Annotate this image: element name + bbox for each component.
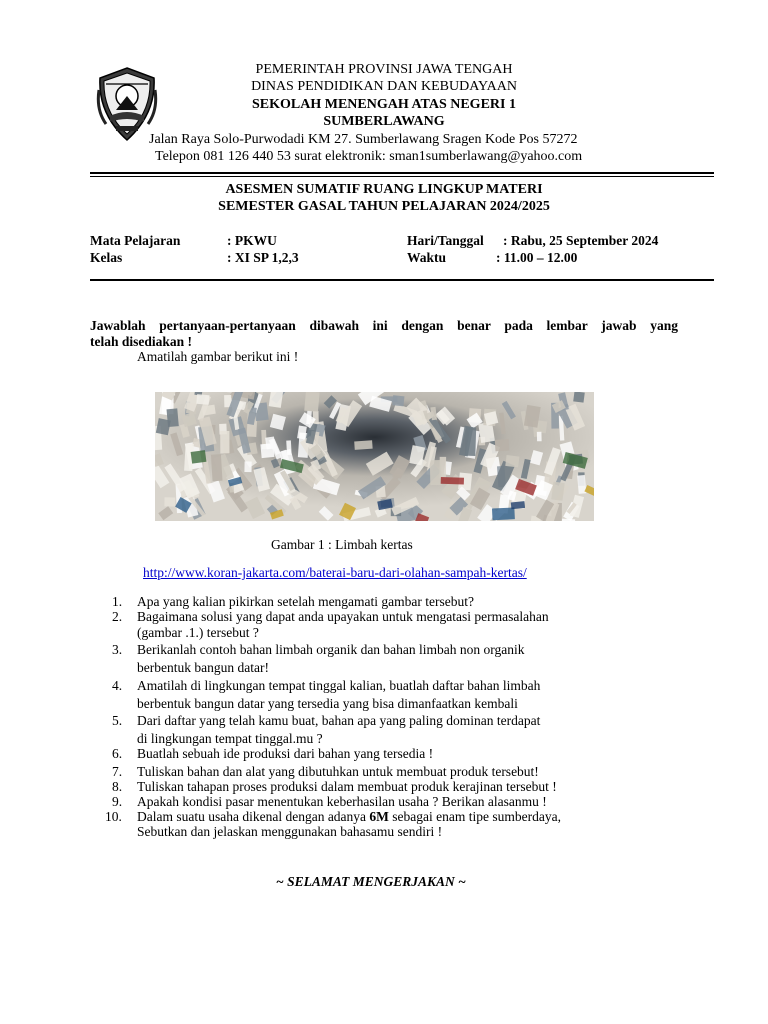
header-line-2: DINAS PENDIDIKAN DAN KEBUDAYAAN [251, 79, 517, 94]
question-number: 5. [112, 713, 123, 728]
question-number: 2. [112, 609, 123, 624]
question-number: 1. [112, 594, 123, 609]
question-text: Tuliskan tahapan proses produksi dalam membuat produk kerajinan tersebut ! [137, 779, 557, 794]
class-value: : XI SP 1,2,3 [227, 250, 299, 265]
subject-label: Mata Pelajaran [90, 233, 181, 248]
question-text-part: Dalam suatu usaha dikenal dengan adanya [137, 809, 370, 824]
question-text [137, 809, 561, 825]
question-text: Berikanlah contoh bahan limbah organik dan bahan limbah non organik [137, 642, 525, 657]
question-text: berbentuk bangun datar yang tersedia yang bisa dimanfaatkan kembali [137, 696, 518, 711]
instruction-line-1: Jawablah pertanyaan-pertanyaan dibawah ini dengan benar pada lembar jawab yang [90, 318, 678, 333]
question-text: Tuliskan bahan dan alat yang dibutuhkan untuk membuat produk tersebut! [137, 764, 539, 779]
observe-instruction: Amatilah gambar berikut ini ! [137, 349, 299, 364]
class-label: Kelas [90, 250, 123, 265]
exam-title-2: SEMESTER GASAL TAHUN PELAJARAN 2024/2025 [218, 199, 550, 214]
question-bold-term: 6M [369, 809, 389, 824]
time-value: : 11.00 – 12.00 [496, 250, 578, 265]
question-text: Sebutkan dan jelaskan menggunakan bahasamu sendiri ! [137, 824, 443, 839]
question-text-part: sebagai enam tipe sumberdaya, [388, 809, 561, 824]
question-text: di lingkungan tempat tinggal.mu ? [137, 731, 323, 746]
header-line-1: PEMERINTAH PROVINSI JAWA TENGAH [255, 62, 513, 77]
header-line-4: SUMBERLAWANG [323, 114, 445, 129]
date-label: Hari/Tanggal [407, 233, 484, 248]
date-value: : Rabu, 25 September 2024 [503, 233, 659, 248]
question-text: Bagaimana solusi yang dapat anda upayakan untuk mengatasi permasalahan [137, 609, 549, 624]
question-number: 3. [112, 642, 123, 657]
time-label: Waktu [407, 250, 447, 265]
header-address: Jalan Raya Solo-Purwodadi KM 27. Sumberlawang Sragen Kode Pos 57272 [149, 132, 578, 147]
question-number: 4. [112, 678, 123, 693]
closing-text: ~ SELAMAT MENGERJAKAN ~ [276, 874, 466, 889]
question-number: 7. [112, 764, 123, 779]
question-number: 9. [112, 794, 123, 809]
question-text: Apa yang kalian pikirkan setelah mengamati gambar tersebut? [137, 594, 474, 609]
question-text: Amatilah di lingkungan tempat tinggal kalian, buatlah daftar bahan limbah [137, 678, 541, 693]
header-contact: Telepon 081 126 440 53 surat elektronik: sman1sumberlawang@yahoo.com [155, 149, 583, 164]
header-rule-thick [90, 172, 714, 174]
question-number: 10. [105, 809, 122, 824]
question-number: 6. [112, 746, 123, 761]
question-text: Buatlah sebuah ide produksi dari bahan yang tersedia ! [137, 746, 434, 761]
info-rule [90, 279, 714, 281]
subject-value: : PKWU [227, 233, 277, 248]
header-line-3: SEKOLAH MENENGAH ATAS NEGERI 1 [252, 97, 516, 112]
question-text: Apakah kondisi pasar menentukan keberhasilan usaha ? Berikan alasanmu ! [137, 794, 547, 809]
question-text: berbentuk bangun datar! [137, 660, 269, 675]
question-number: 8. [112, 779, 123, 794]
figure-caption: Gambar 1 : Limbah kertas [271, 537, 413, 552]
question-text: (gambar .1.) tersebut ? [137, 625, 259, 640]
exam-title-1: ASESMEN SUMATIF RUANG LINGKUP MATERI [225, 182, 543, 197]
instruction-line-2: telah disediakan ! [90, 334, 193, 349]
paper-waste-photo [155, 392, 594, 521]
source-link[interactable]: http://www.koran-jakarta.com/baterai-baru-dari-olahan-sampah-kertas/ [143, 565, 527, 580]
question-text: Dari daftar yang telah kamu buat, bahan apa yang paling dominan terdapat [137, 713, 541, 728]
header-rule-thin [90, 176, 714, 177]
